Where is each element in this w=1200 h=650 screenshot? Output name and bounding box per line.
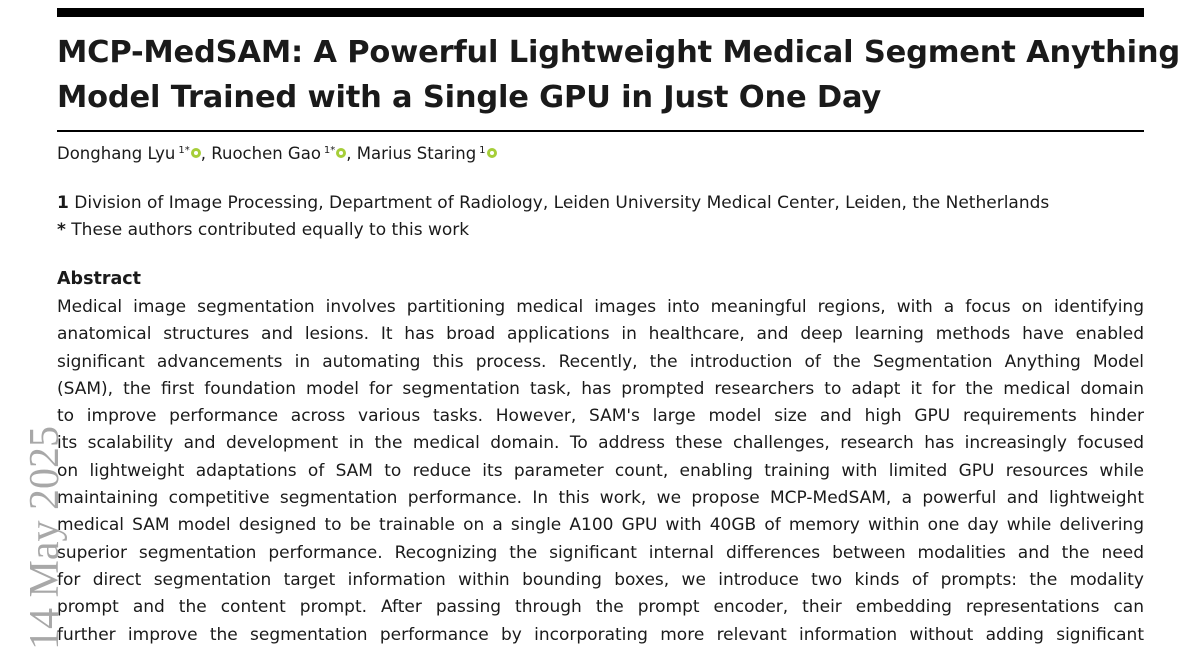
- abstract-line: (SAM), the first foundation model for segmentation task, has prompted researchers to adapt it for the medical domain: [57, 378, 1144, 399]
- orcid-icon[interactable]: [191, 148, 201, 158]
- note-mark: *: [57, 220, 66, 240]
- author-name: Ruochen Gao: [211, 144, 321, 163]
- abstract-line: on lightweight adaptations of SAM to reduce its parameter count, enabling training with limited GPU resources while: [57, 460, 1144, 481]
- author-list: [57, 143, 497, 165]
- abstract-line: its scalability and development in the medical domain. To address these challenges, research has increasingly focused: [57, 433, 1144, 454]
- affiliation-number: 1: [57, 193, 69, 213]
- margin-date-stamp: 14 May 2025: [22, 426, 68, 650]
- title-line: Model Trained with a Single GPU in Just One Day: [57, 80, 882, 115]
- paper-title: [57, 30, 1180, 120]
- abstract-line: further improve the segmentation performance by incorporating more relevant information without adding significant: [57, 624, 1144, 645]
- author-affiliation-mark: 1*: [178, 144, 190, 156]
- abstract-line: maintaining competitive segmentation performance. In this work, we propose MCP-MedSAM, a powerful and lightweight: [57, 488, 1144, 509]
- abstract-body: [57, 294, 1144, 649]
- note-text: These authors contributed equally to this work: [71, 220, 470, 240]
- author-affiliation-mark: 1: [479, 144, 486, 156]
- author-separator: ,: [346, 144, 357, 163]
- affiliation-text: Division of Image Processing, Department of Radiology, Leiden University Medical Center, Leiden, the Netherlands: [74, 193, 1050, 213]
- abstract-line: significant advancements in automating this process. Recently, the introduction of the Segmentation Anything Model: [57, 351, 1144, 372]
- top-rule: [57, 8, 1144, 17]
- author-affiliation-mark: 1*: [323, 144, 336, 156]
- abstract-line: medical SAM model designed to be trainable on a single A100 GPU with 40GB of memory within one day while delivering: [57, 515, 1144, 536]
- abstract-line: prompt and the content prompt. After passing through the prompt encoder, their embedding representations can: [57, 597, 1144, 618]
- abstract-line: anatomical structures and lesions. It has broad applications in healthcare, and deep learning methods have enabled: [57, 324, 1144, 345]
- abstract-line: for direct segmentation target information within bounding boxes, we introduce two kinds of prompts: the modality: [57, 569, 1144, 590]
- author-separator: ,: [200, 144, 212, 163]
- orcid-icon[interactable]: [487, 148, 497, 158]
- title-rule: [57, 130, 1144, 132]
- author-name: Marius Staring: [356, 144, 477, 163]
- abstract-line: superior segmentation performance. Recognizing the significant internal differences between modalities and the need: [57, 542, 1144, 563]
- abstract-line: to improve performance across various tasks. However, SAM's large model size and high GPU requirements hinder: [57, 406, 1144, 427]
- orcid-icon[interactable]: [336, 148, 346, 158]
- abstract-heading: Abstract: [57, 269, 142, 289]
- author-name: Donghang Lyu: [57, 144, 176, 163]
- abstract-line: Medical image segmentation involves partitioning medical images into meaningful regions, with a focus on identifying: [57, 297, 1144, 317]
- equal-contribution-note: [57, 219, 469, 241]
- title-line: MCP-MedSAM: A Powerful Lightweight Medical Segment Anything: [57, 35, 1180, 70]
- affiliation: [57, 192, 1049, 214]
